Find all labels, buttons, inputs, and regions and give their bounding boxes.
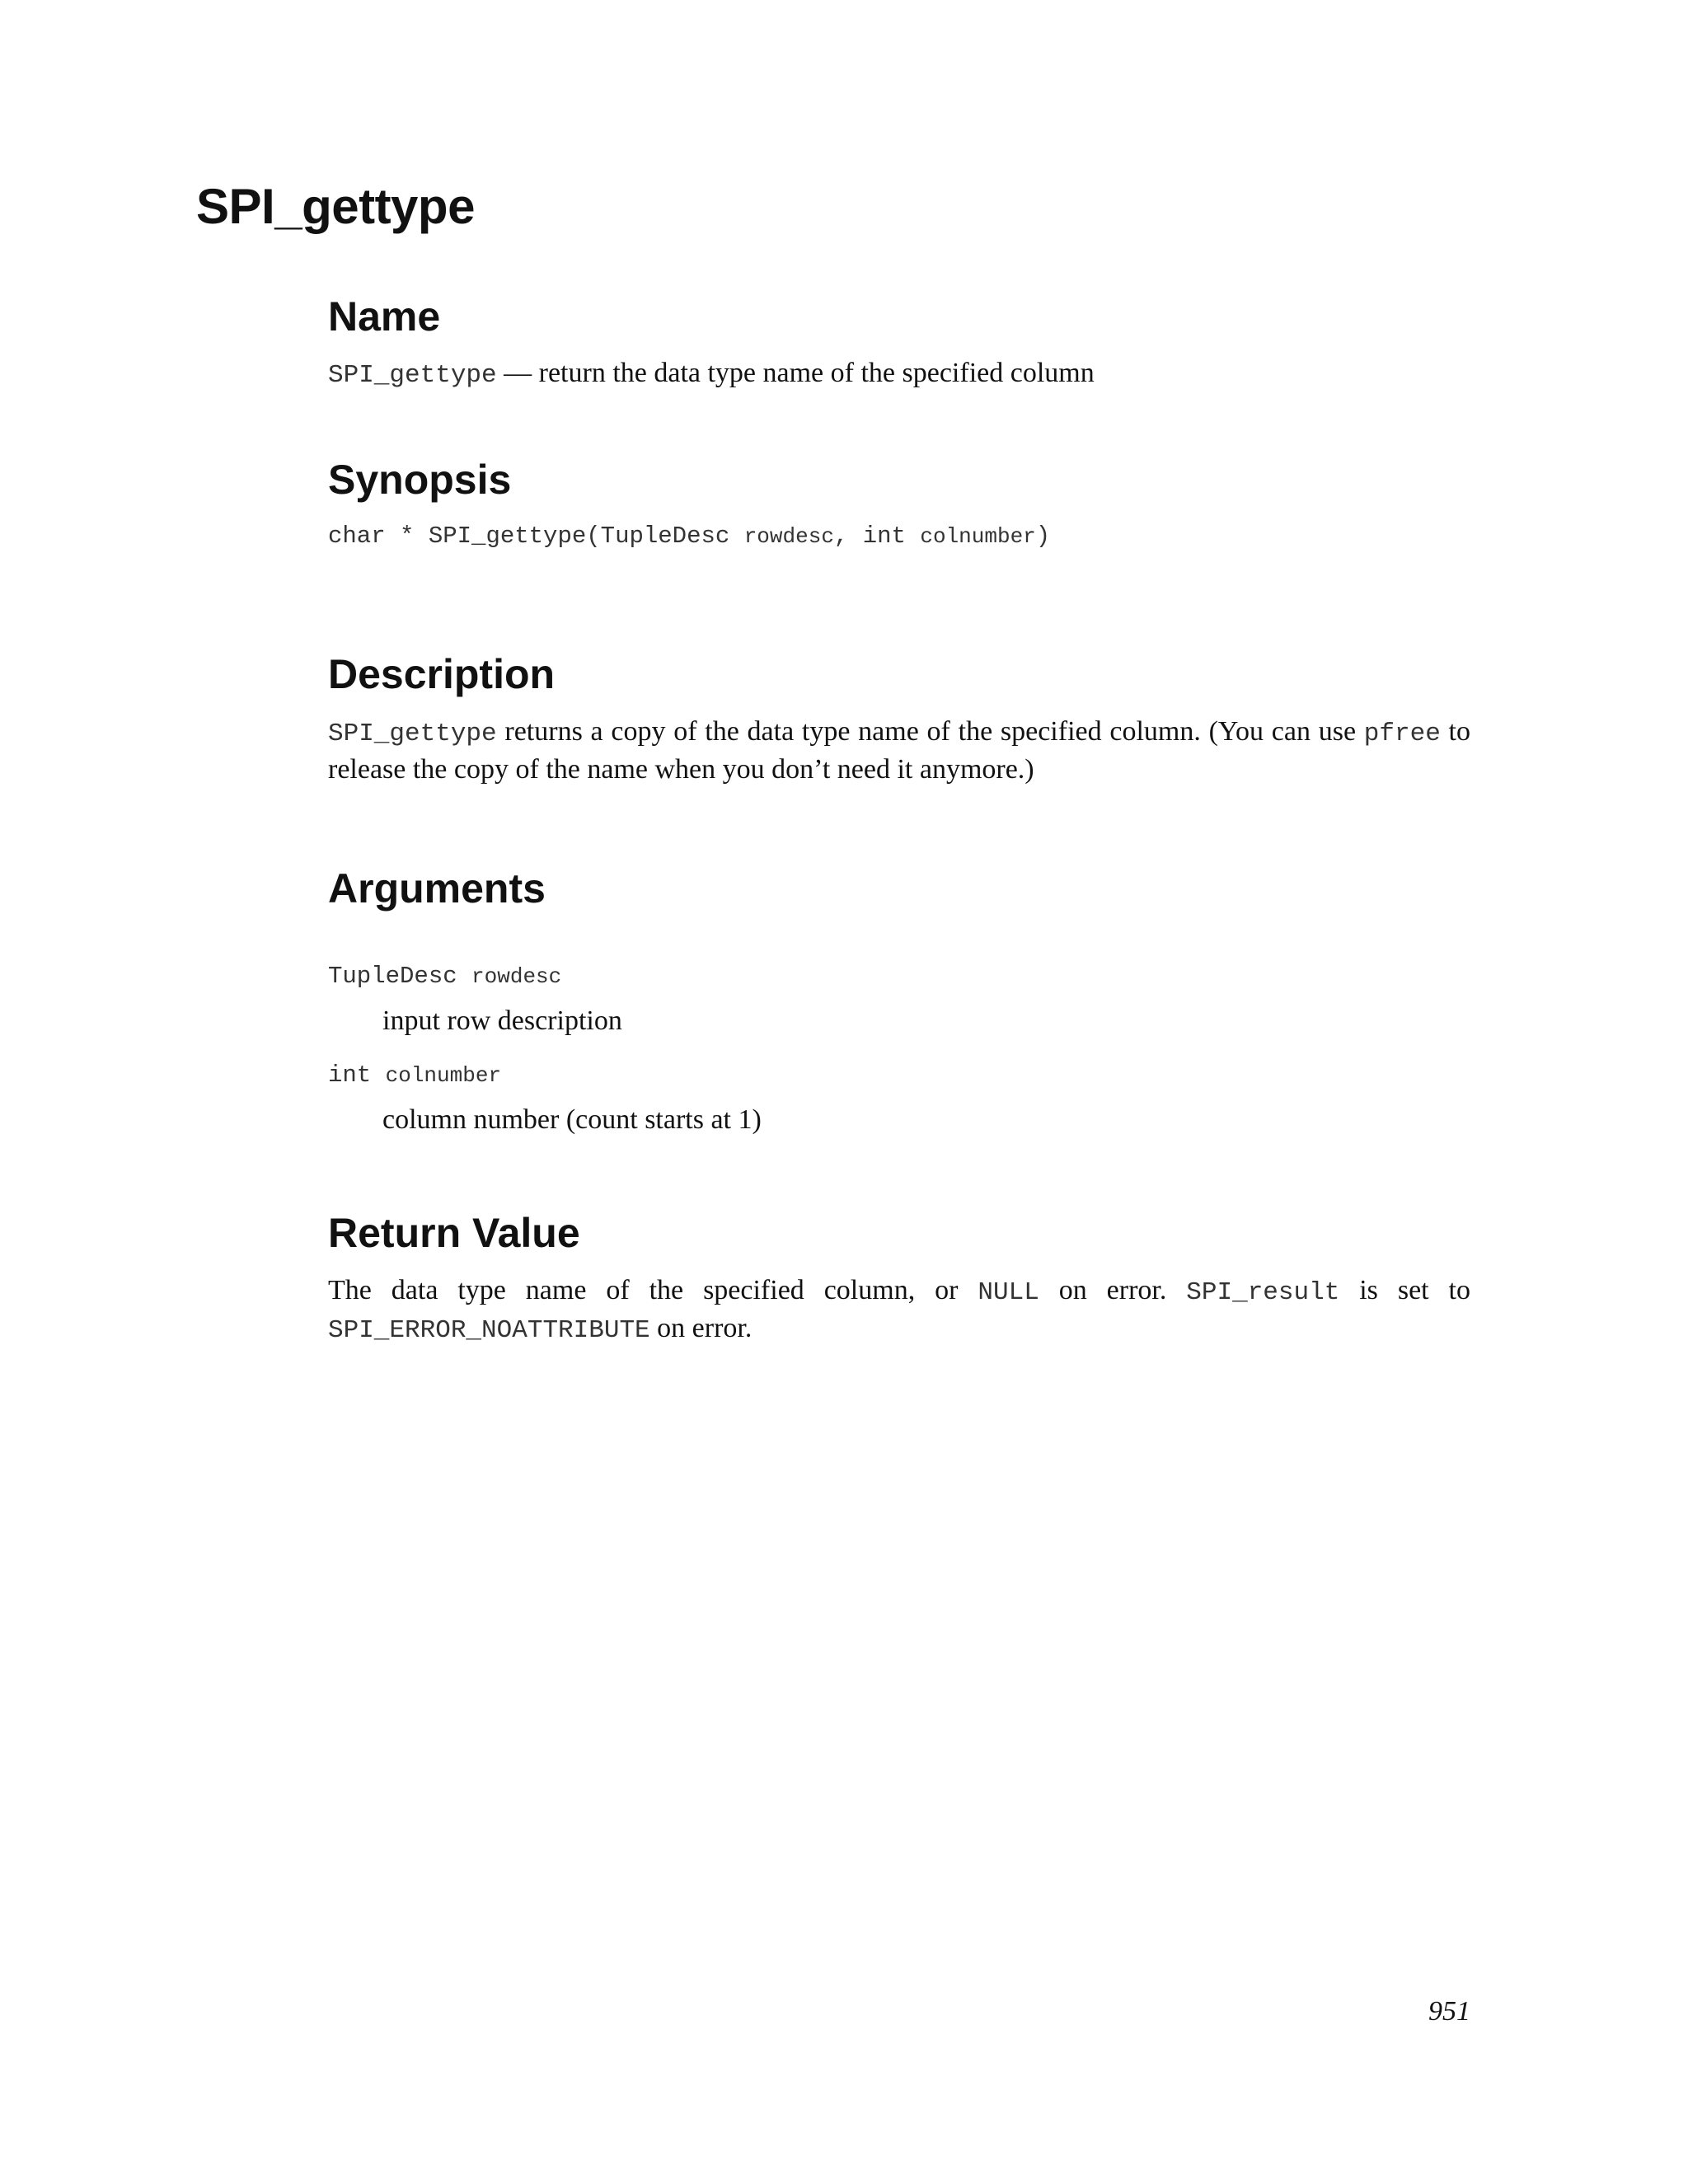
name-line [328,358,1095,390]
synopsis-param2-name: colnumber [920,524,1036,549]
name-summary: — return the data type name of the specified column [496,358,1095,388]
argument-term [328,963,561,990]
synopsis-heading: Synopsis [328,457,512,503]
argument-type: TupleDesc [328,963,472,990]
synopsis-param2-type: int [862,523,921,550]
return-spi-result: SPI_result [1186,1278,1340,1307]
return-error-constant: SPI_ERROR_NOATTRIBUTE [328,1316,650,1345]
argument-name: rowdesc [471,964,562,989]
page-number: 951 [1428,1996,1470,2027]
argument-type: int [328,1062,386,1089]
description-pfree: pfree [1363,719,1441,748]
return-heading: Return Value [328,1210,580,1256]
return-text-4: on error. [649,1313,753,1343]
return-text-1: The data type name of the specified column, or [328,1275,978,1305]
description-heading: Description [328,651,556,697]
synopsis-func: SPI_gettype [428,523,587,550]
synopsis-close-paren: ) [1035,523,1051,550]
synopsis-open-paren: ( [586,523,601,550]
synopsis-return-type: char * [328,523,429,550]
description-func: SPI_gettype [328,719,497,748]
description-text [328,714,1470,787]
description-text-1: returns a copy of the data type name of the specified column. (You can use [496,716,1364,747]
return-null: NULL [978,1278,1039,1307]
name-func: SPI_gettype [328,361,497,390]
return-text-2: on error. [1039,1275,1187,1305]
synopsis-line [328,523,1050,550]
synopsis-section [328,457,1470,550]
synopsis-separator: , [833,523,863,550]
synopsis-param1-name: rowdesc [743,524,834,549]
argument-name: colnumber [385,1063,502,1088]
return-text-3: is set to [1339,1275,1470,1305]
name-section [328,293,1470,390]
argument-description: column number (count starts at 1) [382,1104,762,1135]
return-section [328,1210,1470,1345]
arguments-section [328,865,1470,1135]
name-heading: Name [328,293,441,340]
description-section [328,651,1470,785]
arguments-heading: Arguments [328,865,546,912]
argument-description: input row description [382,1005,622,1036]
page-title: SPI_gettype [196,179,475,234]
argument-term [328,1062,501,1089]
synopsis-param1-type: TupleDesc [600,523,744,550]
description-text-2: to release the copy of the name when you don’t need it anymore.) [328,716,1470,785]
return-text [328,1272,1470,1348]
